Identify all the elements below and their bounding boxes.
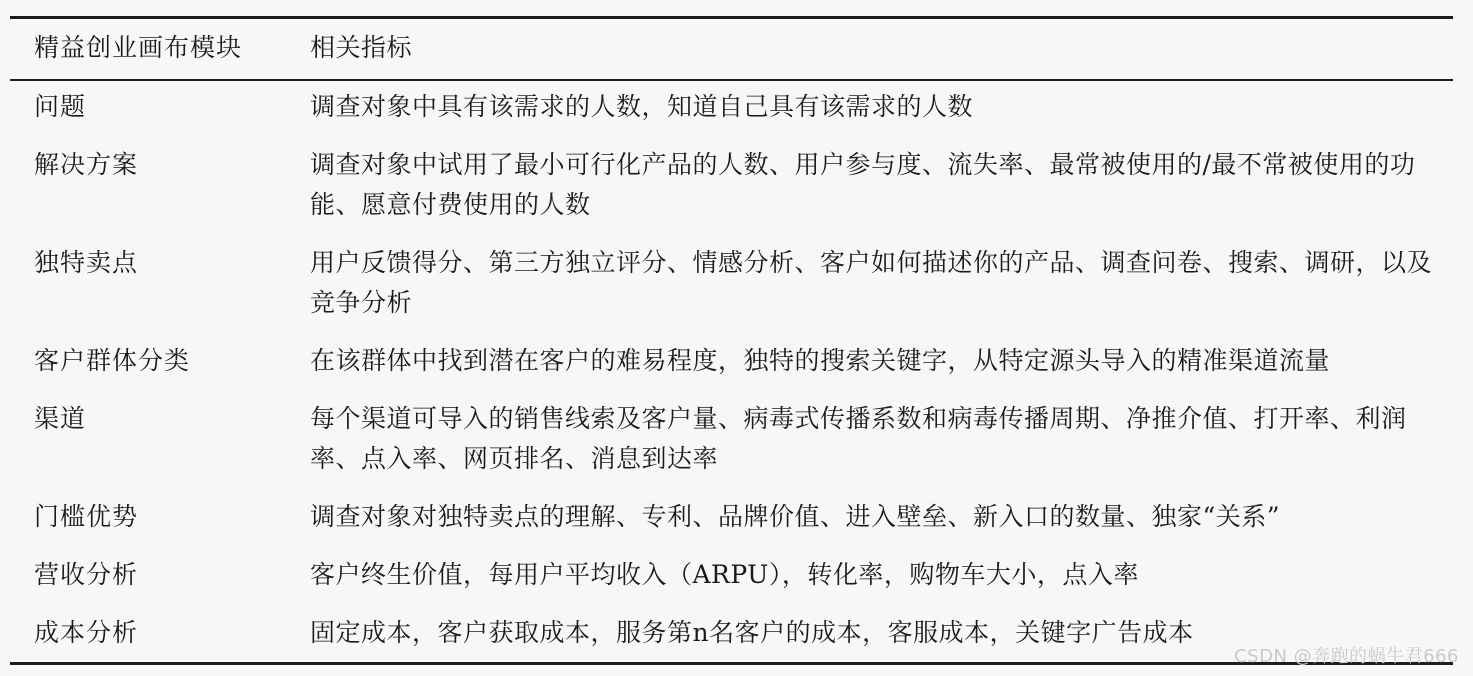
- row-module: 客户群体分类: [34, 346, 191, 375]
- row-metrics: 客户终生价值，每用户平均收入（ARPU），转化率，购物车大小，点入率: [310, 560, 1139, 589]
- row-metrics: 在该群体中找到潜在客户的难易程度，独特的搜索关键字，从特定源头导入的精准渠道流量: [310, 346, 1331, 375]
- row-module: 门槛优势: [34, 502, 139, 531]
- row-metrics: 调查对象中具有该需求的人数，知道自己具有该需求的人数: [310, 92, 974, 121]
- row-module: 问题: [34, 92, 87, 121]
- row-metrics: 用户反馈得分、第三方独立评分、情感分析、客户如何描述你的产品、调查问卷、搜索、调研，以及竞争分析: [310, 248, 1433, 317]
- table-row: [10, 341, 1453, 381]
- row-metrics: 每个渠道可导入的销售线索及客户量、病毒式传播系数和病毒传播周期、净推介值、打开率、利润率、点入率、网页排名、消息到达率: [310, 404, 1407, 473]
- header-module: 精益创业画布模块: [34, 33, 243, 62]
- watermark: CSDN @奔跑的蜗牛君666: [1234, 646, 1459, 667]
- header-metrics: 相关指标: [310, 33, 413, 62]
- table-body: [10, 81, 1453, 653]
- table-row: [10, 399, 1453, 479]
- table-row: [10, 243, 1453, 323]
- table-row: [10, 555, 1453, 595]
- table-row: [10, 87, 1453, 127]
- lean-canvas-metrics-table: [10, 16, 1453, 665]
- table-header-row: [10, 19, 1453, 79]
- table-row: [10, 145, 1453, 225]
- row-module: 解决方案: [34, 150, 139, 179]
- row-metrics: 调查对象中试用了最小可行化产品的人数、用户参与度、流失率、最常被使用的/最不常被使用的功能、愿意付费使用的人数: [310, 150, 1416, 219]
- row-metrics: 调查对象对独特卖点的理解、专利、品牌价值、进入壁垒、新入口的数量、独家“关系”: [310, 502, 1281, 531]
- row-module: 成本分析: [34, 618, 139, 647]
- row-module: 渠道: [34, 404, 87, 433]
- table-row: [10, 497, 1453, 537]
- row-module: 独特卖点: [34, 248, 139, 277]
- row-metrics: 固定成本，客户获取成本，服务第n名客户的成本，客服成本，关键字广告成本: [310, 618, 1194, 647]
- row-module: 营收分析: [34, 560, 139, 589]
